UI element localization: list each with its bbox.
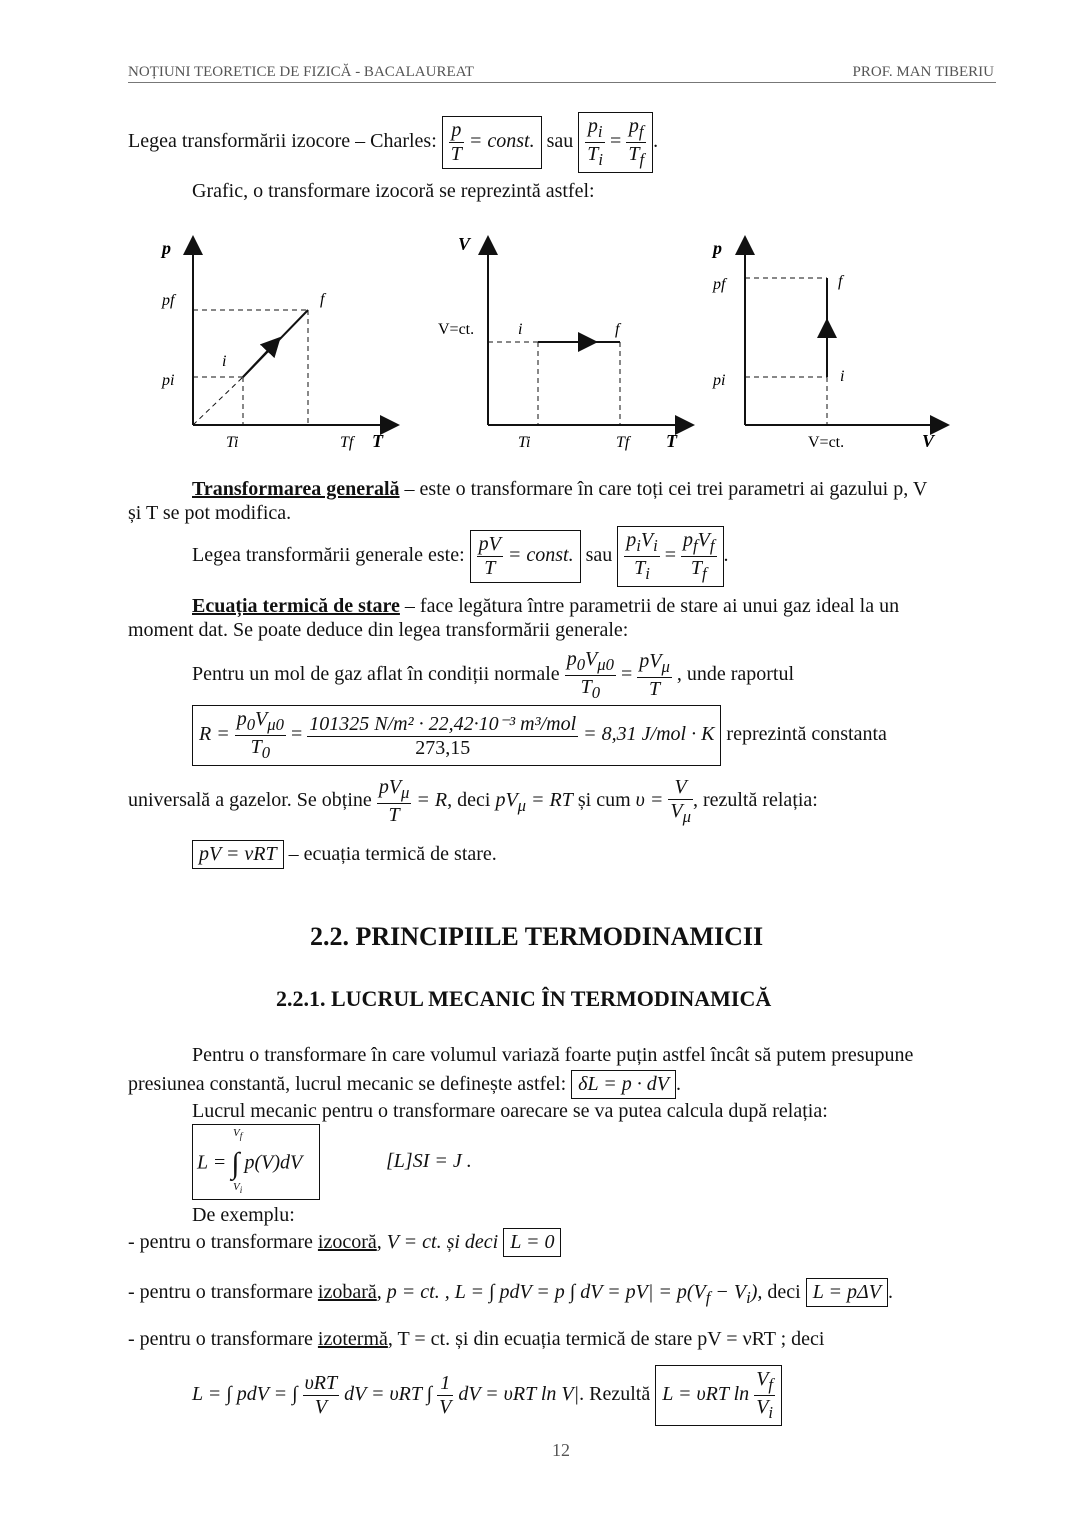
g2-ti-label: Ti bbox=[518, 434, 531, 451]
graph-p-v bbox=[711, 238, 940, 451]
iso2-b: izobară bbox=[317, 1281, 377, 1303]
charles-sau: sau bbox=[546, 130, 574, 153]
state-mol-text: Pentru un mol de gaz aflat în condiții normale bbox=[192, 663, 560, 686]
charles-law-line: Legea transformării izocore – Charles: $\frac{p}{T}$ = const. sau $\frac{p_i}{T_i}$ = $\frac{p_f}{T_f}$ . bbox=[128, 112, 658, 173]
universal-si-cum: și cum bbox=[577, 789, 631, 812]
charles-formula-2: $\frac{p_i}{T_i}$ = $\frac{p_f}{T_f}$ bbox=[578, 112, 653, 173]
general-formula-1: $\frac{pV}{T}$ = const. bbox=[470, 530, 581, 583]
iso3-box: L = υRT ln $\frac{V_f}{V_i}$ bbox=[655, 1365, 782, 1426]
r-constanta-text: reprezintă constanta bbox=[726, 723, 887, 746]
iso1-c: , V = ct. și deci bbox=[376, 1231, 499, 1253]
iso1-a: - pentru o transformare bbox=[128, 1231, 318, 1253]
general-law-line: Legea transformării generale este: $\frac{pV}{T}$ = const. sau $\frac{p_iV_i}{T_i}$ = $\frac{p_fV_f}{T_f}$ . bbox=[192, 526, 729, 587]
iso2-d: deci bbox=[767, 1281, 801, 1303]
g1-f-label: f bbox=[320, 291, 325, 308]
universal-line: universală a gazelor. Se obține $\frac{pV_\mu}{T}$ = R, deci $pV_\mu$ = RT și cum υ = $\frac{V}{V_\mu}$ , rezultă relația: bbox=[128, 776, 818, 826]
state-text-2: moment dat. Se poate deduce din legea transformării generale: bbox=[128, 619, 629, 641]
normal-ratio: $\frac{p_0V_{\mu 0}}{T_0}$ bbox=[566, 648, 614, 702]
work-example: De exemplu: bbox=[192, 1204, 295, 1226]
g2-x-label: T bbox=[666, 431, 677, 451]
work-p2: Lucrul mecanic pentru o transformare oarecare se va putea calcula după relația: bbox=[192, 1100, 828, 1122]
graph-p-t bbox=[160, 238, 390, 451]
general-title: Transformarea generală bbox=[192, 478, 400, 500]
work-unit: [L]SI = J . bbox=[386, 1150, 472, 1172]
g1-pf-label: pf bbox=[162, 292, 175, 309]
g2-y-label: V bbox=[458, 234, 471, 254]
general-formula-2: $\frac{p_iV_i}{T_i}$ = $\frac{p_fV_f}{T_f}$ bbox=[617, 526, 723, 587]
general-line-1 bbox=[192, 478, 927, 501]
general-text-2: și T se pot modifica. bbox=[128, 502, 292, 524]
work-integral-box: L = ∫ p(V)dV $V_f$ $V_i$ bbox=[192, 1124, 320, 1200]
graph-intro: Grafic, o transformare izocoră se reprezintă astfel: bbox=[192, 180, 595, 202]
r-constant-box: R = $\frac{p_0V_{\mu 0}}{T_0}$ = $\frac{\text{101325 N/m² · 22,42·10⁻³ m³/mol}}{273,15}$ = 8,31 J/mol · K bbox=[192, 705, 721, 766]
work-p1a: Pentru o transformare în care volumul variază foarte puțin astfel încât să putem presupune bbox=[192, 1044, 914, 1066]
r-denominator: 273,15 bbox=[415, 737, 471, 759]
iso3-c: , T = ct. și din ecuația termică de stare pV = νRT ; deci bbox=[387, 1328, 825, 1350]
g2-i-label: i bbox=[518, 321, 523, 338]
subsection-title: 2.2.1. LUCRUL MECANIC ÎN TERMODINAMICĂ bbox=[276, 986, 772, 1011]
iso3-b: izotermă bbox=[317, 1328, 388, 1350]
g1-pi-label: pi bbox=[162, 372, 175, 389]
g2-tf-label: Tf bbox=[616, 434, 630, 451]
r-constant-line bbox=[192, 705, 887, 766]
iso1-box: L = 0 bbox=[503, 1228, 561, 1257]
charles-law-lead: Legea transformării izocore – Charles: bbox=[128, 130, 437, 153]
graph-v-t bbox=[438, 234, 685, 451]
isochoric-line bbox=[128, 1228, 561, 1257]
section-title: 2.2. PRINCIPIILE TERMODINAMICII bbox=[310, 922, 764, 951]
normal-ratio-2: $\frac{pV_\mu}{T}$ bbox=[639, 650, 670, 700]
isothermal-line bbox=[128, 1328, 824, 1351]
state-raport: , unde raportul bbox=[676, 663, 794, 686]
g3-y-label: p bbox=[713, 238, 722, 258]
header-right: PROF. MAN TIBERIU bbox=[852, 64, 994, 80]
state-final-line bbox=[192, 840, 497, 869]
iso3-a: - pentru o transformare bbox=[128, 1328, 318, 1350]
g1-i-label: i bbox=[222, 353, 227, 370]
work-dl-formula: δL = p · dV bbox=[571, 1070, 676, 1099]
iso3-rezulta: . Rezultă bbox=[579, 1383, 651, 1406]
g3-pi-label: pi bbox=[713, 372, 726, 389]
state-final-formula: pV = νRT bbox=[192, 840, 284, 869]
general-text-1: – este o transformare în care toți cei trei parametri ai gazului p, V bbox=[399, 478, 928, 500]
state-text-1: – face legătura între parametrii de stare ai unui gaz ideal la un bbox=[399, 595, 900, 617]
g1-x-label: T bbox=[372, 431, 383, 451]
iso2-box: L = pΔV bbox=[806, 1278, 888, 1307]
page-number: 12 bbox=[552, 1440, 570, 1460]
g3-x-label: V bbox=[922, 431, 935, 451]
g3-f-label: f bbox=[838, 273, 843, 290]
work-p1b-line: presiunea constantă, lucrul mecanic se definește astfel: δL = p · dV . bbox=[128, 1070, 681, 1099]
isothermal-formula-line: L = ∫ pdV = ∫ $\frac{\text{υRT}}{V}$ dV = υRT ∫ $\frac{1}{V}$ dV = υRT ln V|. Rezultă L = υRT ln $\frac{V_f}{V_i}$ bbox=[192, 1365, 782, 1426]
state-title: Ecuația termică de stare bbox=[192, 595, 400, 617]
iso2-c: , p = ct. , bbox=[376, 1281, 450, 1303]
header-rule bbox=[128, 82, 996, 83]
g1-y-label: p bbox=[162, 238, 171, 258]
state-line-1 bbox=[192, 595, 899, 618]
general-law-lead: Legea transformării generale este: bbox=[192, 544, 465, 567]
work-p1b: presiunea constantă, lucrul mecanic se definește astfel: bbox=[128, 1073, 567, 1095]
iso2-a: - pentru o transformare bbox=[128, 1281, 318, 1303]
g1-tf-label: Tf bbox=[340, 434, 354, 451]
charles-formula-1: $\frac{p}{T}$ = const. bbox=[442, 116, 542, 169]
g2-f-label: f bbox=[615, 321, 620, 338]
g3-vct-label: V=ct. bbox=[808, 434, 845, 451]
general-sau: sau bbox=[585, 544, 613, 567]
g3-i-label: i bbox=[840, 368, 845, 385]
g3-pf-label: pf bbox=[713, 276, 726, 293]
universal-text: universală a gazelor. Se obține bbox=[128, 789, 372, 812]
isochoric-graphs bbox=[150, 230, 960, 460]
g2-vct-label: V=ct. bbox=[438, 321, 475, 338]
header-left: NOȚIUNI TEORETICE DE FIZICĂ - BACALAUREAT bbox=[128, 64, 474, 80]
r-value: = 8,31 J/mol · K bbox=[583, 723, 715, 746]
state-mol-line: Pentru un mol de gaz aflat în condiții normale $\frac{p_0V_{\mu 0}}{T_0}$ = $\frac{pV_\mu}{T}$ , unde raportul bbox=[192, 648, 794, 702]
r-numerator: 101325 N/m² · 22,42·10⁻³ m³/mol bbox=[309, 713, 577, 735]
universal-deci: , deci bbox=[447, 789, 491, 812]
iso1-b: izocoră bbox=[317, 1231, 377, 1253]
state-final-label: – ecuația termică de stare. bbox=[288, 843, 497, 865]
g1-ti-label: Ti bbox=[226, 434, 239, 451]
universal-rezulta: , rezultă relația: bbox=[692, 789, 818, 812]
isobaric-line: - pentru o transformare izobară, p = ct. , L = ∫ pdV = p ∫ dV = $pV| = p(V_f - V_i)$, deci L = pΔV . bbox=[128, 1278, 893, 1308]
